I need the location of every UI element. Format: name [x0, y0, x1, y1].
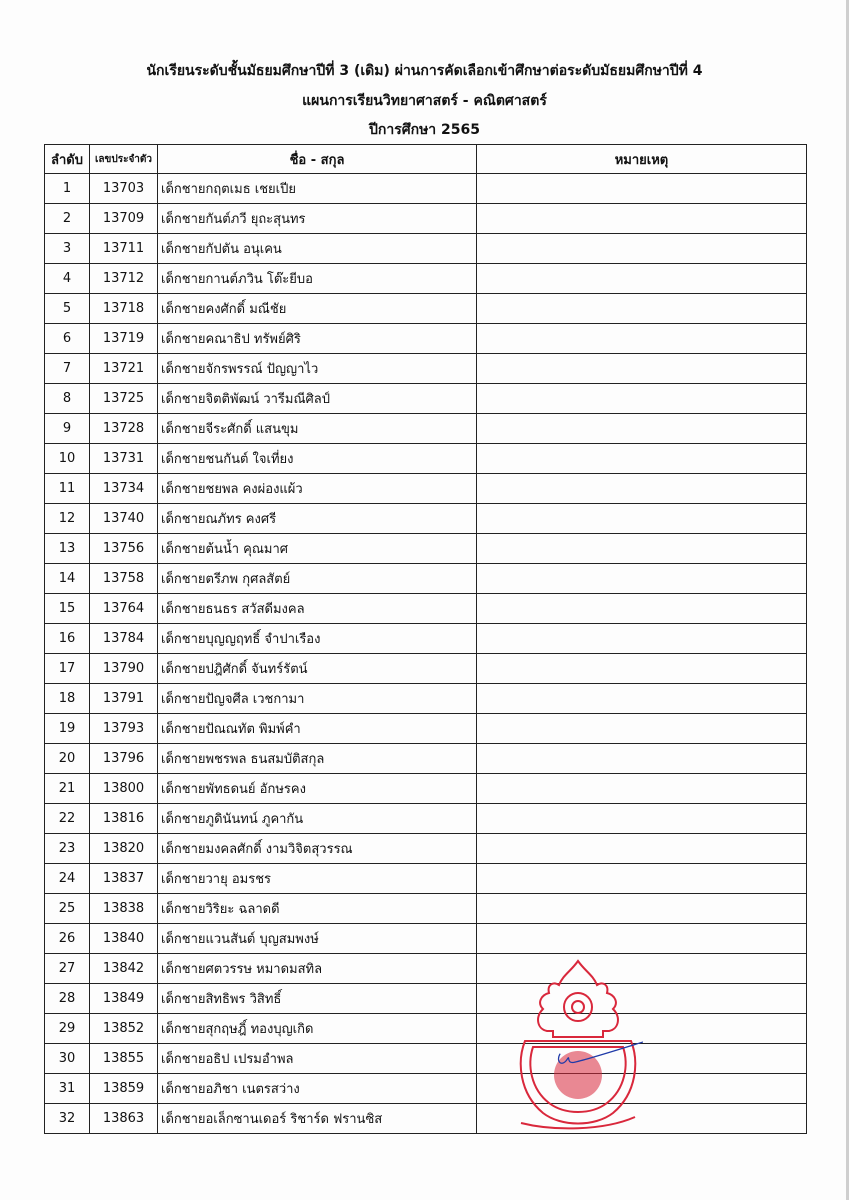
row-full-name: เด็กชายมงคลศักดิ์ งามวิจิตสุวรรณ [158, 834, 477, 864]
row-remarks [477, 354, 807, 384]
row-number: 10 [45, 444, 90, 474]
row-full-name: เด็กชายศตวรรษ หมาดมสทิล [158, 954, 477, 984]
row-student-id: 13756 [90, 534, 158, 564]
row-full-name: เด็กชายปฎิศักดิ์ จันทร์รัตน์ [158, 654, 477, 684]
table-row [45, 894, 807, 924]
table-row [45, 624, 807, 654]
row-remarks [477, 684, 807, 714]
table-row [45, 834, 807, 864]
table-row [45, 684, 807, 714]
table-row [45, 534, 807, 564]
row-number: 11 [45, 474, 90, 504]
row-remarks [477, 864, 807, 894]
header-student-id: เลขประจำตัว [90, 145, 158, 174]
row-number: 20 [45, 744, 90, 774]
row-remarks [477, 804, 807, 834]
row-number: 3 [45, 234, 90, 264]
row-number: 8 [45, 384, 90, 414]
row-full-name: เด็กชายต้นน้ำ คุณมาศ [158, 534, 477, 564]
row-number: 12 [45, 504, 90, 534]
table-row [45, 1044, 807, 1074]
row-student-id: 13842 [90, 954, 158, 984]
row-remarks [477, 714, 807, 744]
table-row [45, 954, 807, 984]
table-row [45, 1074, 807, 1104]
row-remarks [477, 204, 807, 234]
row-student-id: 13855 [90, 1044, 158, 1074]
row-number: 27 [45, 954, 90, 984]
row-student-id: 13849 [90, 984, 158, 1014]
table-row [45, 864, 807, 894]
row-remarks [477, 894, 807, 924]
row-remarks [477, 534, 807, 564]
document-subtitle-year: ปีการศึกษา 2565 [368, 122, 481, 138]
row-full-name: เด็กชายภูดินันทน์ ภูคากัน [158, 804, 477, 834]
row-student-id: 13859 [90, 1074, 158, 1104]
header-remarks: หมายเหตุ [477, 145, 807, 174]
row-full-name: เด็กชายจิตติพัฒน์ วารีมณีศิลป์ [158, 384, 477, 414]
row-full-name: เด็กชายพชรพล ธนสมบัติสกุล [158, 744, 477, 774]
row-number: 28 [45, 984, 90, 1014]
row-remarks [477, 294, 807, 324]
row-student-id: 13721 [90, 354, 158, 384]
row-number: 5 [45, 294, 90, 324]
row-student-id: 13719 [90, 324, 158, 354]
row-number: 23 [45, 834, 90, 864]
row-full-name: เด็กชายกานต์ภวิน โต๊ะยีบอ [158, 264, 477, 294]
row-remarks [477, 504, 807, 534]
row-full-name: เด็กชายวิริยะ ฉลาดดี [158, 894, 477, 924]
table-row [45, 744, 807, 774]
row-remarks [477, 414, 807, 444]
row-number: 1 [45, 174, 90, 204]
row-number: 31 [45, 1074, 90, 1104]
row-student-id: 13740 [90, 504, 158, 534]
table-row [45, 654, 807, 684]
row-student-id: 13725 [90, 384, 158, 414]
row-number: 16 [45, 624, 90, 654]
row-remarks [477, 834, 807, 864]
table-row [45, 564, 807, 594]
table-row [45, 384, 807, 414]
table-row [45, 1104, 807, 1134]
row-full-name: เด็กชายจักรพรรณ์ ปัญญาไว [158, 354, 477, 384]
row-full-name: เด็กชายสิทธิพร วิสิทธิ์ [158, 984, 477, 1014]
row-full-name: เด็กชายสุกฤษฎิ์ ทองบุญเกิด [158, 1014, 477, 1044]
row-student-id: 13712 [90, 264, 158, 294]
row-number: 9 [45, 414, 90, 444]
row-student-id: 13728 [90, 414, 158, 444]
row-number: 4 [45, 264, 90, 294]
row-full-name: เด็กชายอเล็กซานเดอร์ ริชาร์ด ฟรานซิส [158, 1104, 477, 1134]
row-student-id: 13734 [90, 474, 158, 504]
table-row [45, 594, 807, 624]
row-student-id: 13820 [90, 834, 158, 864]
row-remarks [477, 324, 807, 354]
row-full-name: เด็กชายปัญจศีล เวชกามา [158, 684, 477, 714]
table-row [45, 444, 807, 474]
row-full-name: เด็กชายอภิชา เนตรสว่าง [158, 1074, 477, 1104]
table-body [45, 174, 807, 1134]
row-student-id: 13863 [90, 1104, 158, 1134]
row-number: 2 [45, 204, 90, 234]
row-full-name: เด็กชายณภัทร คงศรี [158, 504, 477, 534]
row-full-name: เด็กชายจีระศักดิ์ แสนขุม [158, 414, 477, 444]
row-remarks [477, 174, 807, 204]
table-row [45, 924, 807, 954]
row-number: 26 [45, 924, 90, 954]
table-row [45, 204, 807, 234]
row-student-id: 13800 [90, 774, 158, 804]
row-number: 29 [45, 1014, 90, 1044]
row-student-id: 13764 [90, 594, 158, 624]
row-remarks [477, 564, 807, 594]
row-remarks [477, 234, 807, 264]
row-full-name: เด็กชายคงศักดิ์ มณีชัย [158, 294, 477, 324]
table-row [45, 984, 807, 1014]
row-student-id: 13703 [90, 174, 158, 204]
row-number: 14 [45, 564, 90, 594]
document-subtitle-program: แผนการเรียนวิทยาศาสตร์ - คณิตศาสตร์ [302, 93, 547, 109]
row-student-id: 13796 [90, 744, 158, 774]
row-student-id: 13711 [90, 234, 158, 264]
row-full-name: เด็กชายกันต์ภวี ยุถะสุนทร [158, 204, 477, 234]
row-number: 18 [45, 684, 90, 714]
row-full-name: เด็กชายบุญญฤทธิ์ จำปาเรือง [158, 624, 477, 654]
table-row [45, 234, 807, 264]
header-number: ลำดับ [45, 145, 90, 174]
table-row [45, 264, 807, 294]
row-student-id: 13816 [90, 804, 158, 834]
row-number: 15 [45, 594, 90, 624]
row-number: 19 [45, 714, 90, 744]
row-number: 25 [45, 894, 90, 924]
row-student-id: 13709 [90, 204, 158, 234]
row-student-id: 13758 [90, 564, 158, 594]
table-row [45, 294, 807, 324]
row-student-id: 13838 [90, 894, 158, 924]
row-number: 24 [45, 864, 90, 894]
table-header-row [45, 145, 807, 174]
row-number: 13 [45, 534, 90, 564]
row-student-id: 13790 [90, 654, 158, 684]
row-student-id: 13793 [90, 714, 158, 744]
row-number: 17 [45, 654, 90, 684]
row-remarks [477, 444, 807, 474]
table-row [45, 354, 807, 384]
row-full-name: เด็กชายกฤตเมธ เชยเปีย [158, 174, 477, 204]
row-student-id: 13791 [90, 684, 158, 714]
row-number: 6 [45, 324, 90, 354]
row-full-name: เด็กชายคณาธิป ทรัพย์ศิริ [158, 324, 477, 354]
row-student-id: 13784 [90, 624, 158, 654]
row-student-id: 13852 [90, 1014, 158, 1044]
row-remarks [477, 264, 807, 294]
table-row [45, 774, 807, 804]
row-full-name: เด็กชายชยพล คงผ่องแผ้ว [158, 474, 477, 504]
row-student-id: 13731 [90, 444, 158, 474]
row-number: 21 [45, 774, 90, 804]
row-remarks [477, 384, 807, 414]
row-number: 7 [45, 354, 90, 384]
row-remarks [477, 774, 807, 804]
row-full-name: เด็กชายธนธร สวัสดีมงคล [158, 594, 477, 624]
row-remarks [477, 654, 807, 684]
table-row [45, 174, 807, 204]
document-title: นักเรียนระดับชั้นมัธยมศึกษาปีที่ 3 (เดิม) ผ่านการคัดเลือกเข้าศึกษาต่อระดับมัธยมศึกษาปีที่ 4 [146, 63, 703, 79]
table-row [45, 504, 807, 534]
row-student-id: 13718 [90, 294, 158, 324]
row-remarks [477, 744, 807, 774]
row-number: 32 [45, 1104, 90, 1134]
row-remarks [477, 624, 807, 654]
student-roster-table [44, 144, 807, 1134]
row-full-name: เด็กชายตรีภพ กุศลสัตย์ [158, 564, 477, 594]
table-row [45, 714, 807, 744]
table-row [45, 324, 807, 354]
row-student-id: 13837 [90, 864, 158, 894]
row-remarks [477, 594, 807, 624]
row-remarks [477, 924, 807, 954]
row-number: 30 [45, 1044, 90, 1074]
school-seal-icon [513, 957, 643, 1132]
table-row [45, 414, 807, 444]
row-number: 22 [45, 804, 90, 834]
row-remarks [477, 474, 807, 504]
row-full-name: เด็กชายปัณณทัต พิมพ์คำ [158, 714, 477, 744]
row-full-name: เด็กชายวายุ อมรชร [158, 864, 477, 894]
row-full-name: เด็กชายชนกันต์ ใจเที่ยง [158, 444, 477, 474]
row-student-id: 13840 [90, 924, 158, 954]
row-full-name: เด็กชายพัทธดนย์ อักษรคง [158, 774, 477, 804]
row-full-name: เด็กชายแวนสันต์ บุญสมพงษ์ [158, 924, 477, 954]
table-row [45, 474, 807, 504]
table-row [45, 804, 807, 834]
table-row [45, 1014, 807, 1044]
header-full-name: ชื่อ - สกุล [158, 145, 477, 174]
row-full-name: เด็กชายกัปตัน อนุเคน [158, 234, 477, 264]
row-full-name: เด็กชายอธิป เปรมอำพล [158, 1044, 477, 1074]
